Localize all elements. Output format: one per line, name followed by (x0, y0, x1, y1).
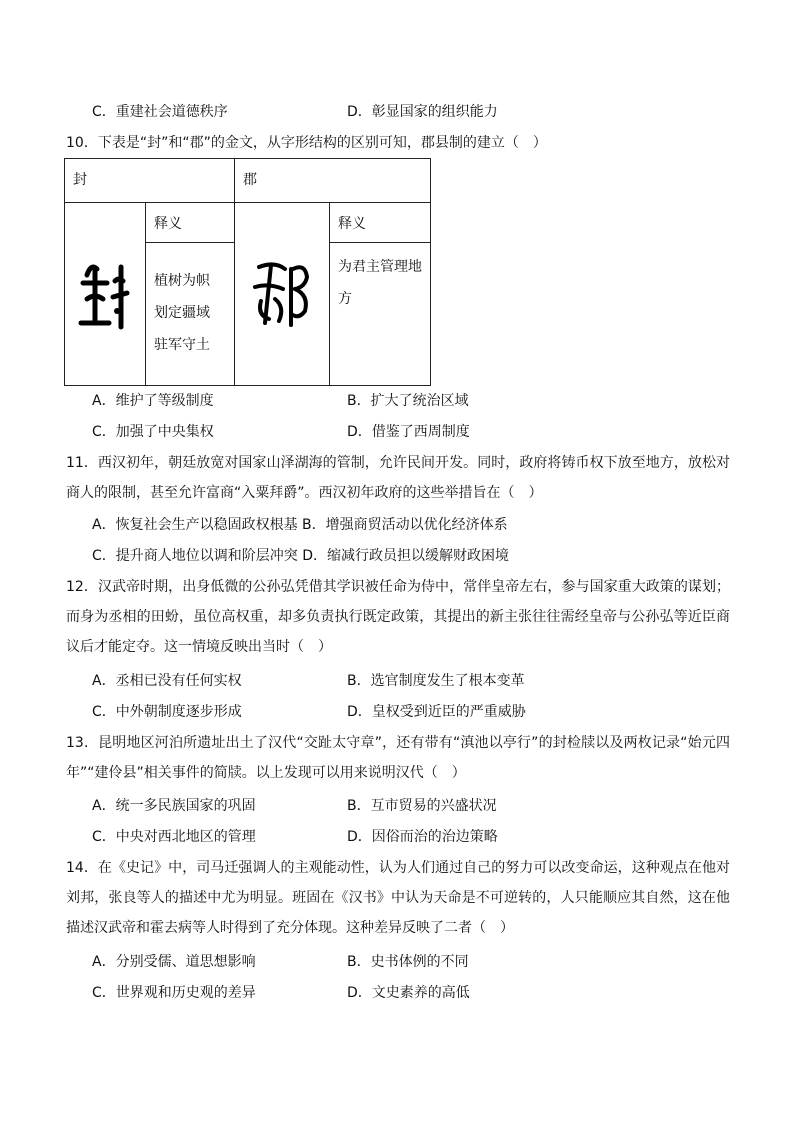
feng-def-line: 植树为帜 (154, 273, 210, 290)
q11-option-cd[interactable]: C．提升商人地位以调和阶层冲突 D．缩减行政员担以缓解财政困境 (92, 548, 510, 564)
q13-option-a[interactable]: A．统一多民族国家的巩固 (92, 798, 256, 814)
jun-def-cell (330, 243, 431, 386)
jun-def-line: 方 (338, 291, 352, 308)
q10-glyph-table (64, 158, 431, 386)
feng-def-cell (146, 243, 235, 386)
q9-option-d[interactable]: D．彰显国家的组织能力 (347, 104, 498, 120)
header-feng-label: 封 (73, 172, 87, 188)
q12-stem: 12．汉武帝时期，出身低微的公孙弘凭借其学识被任命为侍中，常伴皇帝左右，参与国家重大政策的谋划；而身为丞相的田蚡，虽位高权重，却多负责执行既定政策，其提出的新主张往往需经皇帝与公孙弘等近臣商议后才能定夺。这一情境反映出当时（ ） (66, 579, 730, 655)
q11-option-ab[interactable]: A．恢复社会生产以稳固政权根基 B．增强商贸活动以优化经济体系 (92, 517, 508, 533)
table-header-jun (235, 159, 431, 203)
q10-option-a[interactable]: A．维护了等级制度 (92, 393, 214, 409)
feng-def-line: 驻军守土 (154, 337, 210, 354)
feng-def-header: 释义 (154, 216, 182, 232)
q10-option-d[interactable]: D．借鉴了西周制度 (347, 424, 470, 440)
q11-stem: 11．西汉初年，朝廷放宽对国家山泽湖海的管制，允许民间开发。同时，政府将铸币权下放至地方，放松对商人的限制，甚至允许富商“入粟拜爵”。西汉初年政府的这些举措旨在（ ） (66, 455, 730, 501)
feng-bronze-glyph-icon (65, 203, 145, 385)
q9-option-c[interactable]: C．重建社会道德秩序 (92, 104, 228, 120)
feng-def-line: 划定疆域 (154, 305, 210, 322)
q14-option-a[interactable]: A．分别受儒、道思想影响 (92, 954, 256, 970)
jun-bronze-glyph-icon (235, 203, 329, 385)
table-header-feng (65, 159, 235, 203)
q14-stem: 14．在《史记》中，司马迁强调人的主观能动性，认为人们通过自己的努力可以改变命运，这种观点在他对刘邦，张良等人的描述中尤为明显。班固在《汉书》中认为天命是不可逆转的，人只能顺应其自然，这在他描述汉武帝和霍去病等人时得到了充分体现。这种差异反映了二者（ ） (66, 860, 730, 936)
q10-option-c[interactable]: C．加强了中央集权 (92, 424, 214, 440)
q13-option-b[interactable]: B．互市贸易的兴盛状况 (347, 798, 497, 814)
q12-option-c[interactable]: C．中外朝制度逐步形成 (92, 704, 242, 720)
q13-option-c[interactable]: C．中央对西北地区的管理 (92, 829, 256, 845)
q12-option-a[interactable]: A．丞相已没有任何实权 (92, 673, 242, 689)
q10-stem: 10．下表是“封”和“郡”的金文，从字形结构的区别可知，郡县制的建立（ ） (66, 135, 547, 151)
q13-stem: 13．昆明地区河泊所遗址出土了汉代“交趾太守章”，还有带有“滇池以亭行”的封检牍以及两枚记录“始元四年”“建伶县”相关事件的简牍。以上发现可以用来说明汉代（ ） (66, 735, 730, 781)
q14-option-d[interactable]: D．文史素养的高低 (347, 985, 470, 1001)
q14-option-b[interactable]: B．史书体例的不同 (347, 954, 469, 970)
q14-option-c[interactable]: C．世界观和历史观的差异 (92, 985, 256, 1001)
jun-def-line: 为君主管理地 (338, 259, 422, 276)
jun-def-header: 释义 (338, 216, 366, 232)
q12-option-b[interactable]: B．选官制度发生了根本变革 (347, 673, 525, 689)
jun-def-header-cell (330, 203, 431, 243)
q12-option-d[interactable]: D．皇权受到近臣的严重威胁 (347, 704, 526, 720)
feng-def-header-cell (146, 203, 235, 243)
glyph-cell-jun (235, 203, 330, 386)
glyph-cell-feng (65, 203, 146, 386)
q10-option-b[interactable]: B．扩大了统治区域 (347, 393, 469, 409)
q13-option-d[interactable]: D．因俗而治的治边策略 (347, 829, 498, 845)
header-jun-label: 郡 (243, 172, 257, 188)
